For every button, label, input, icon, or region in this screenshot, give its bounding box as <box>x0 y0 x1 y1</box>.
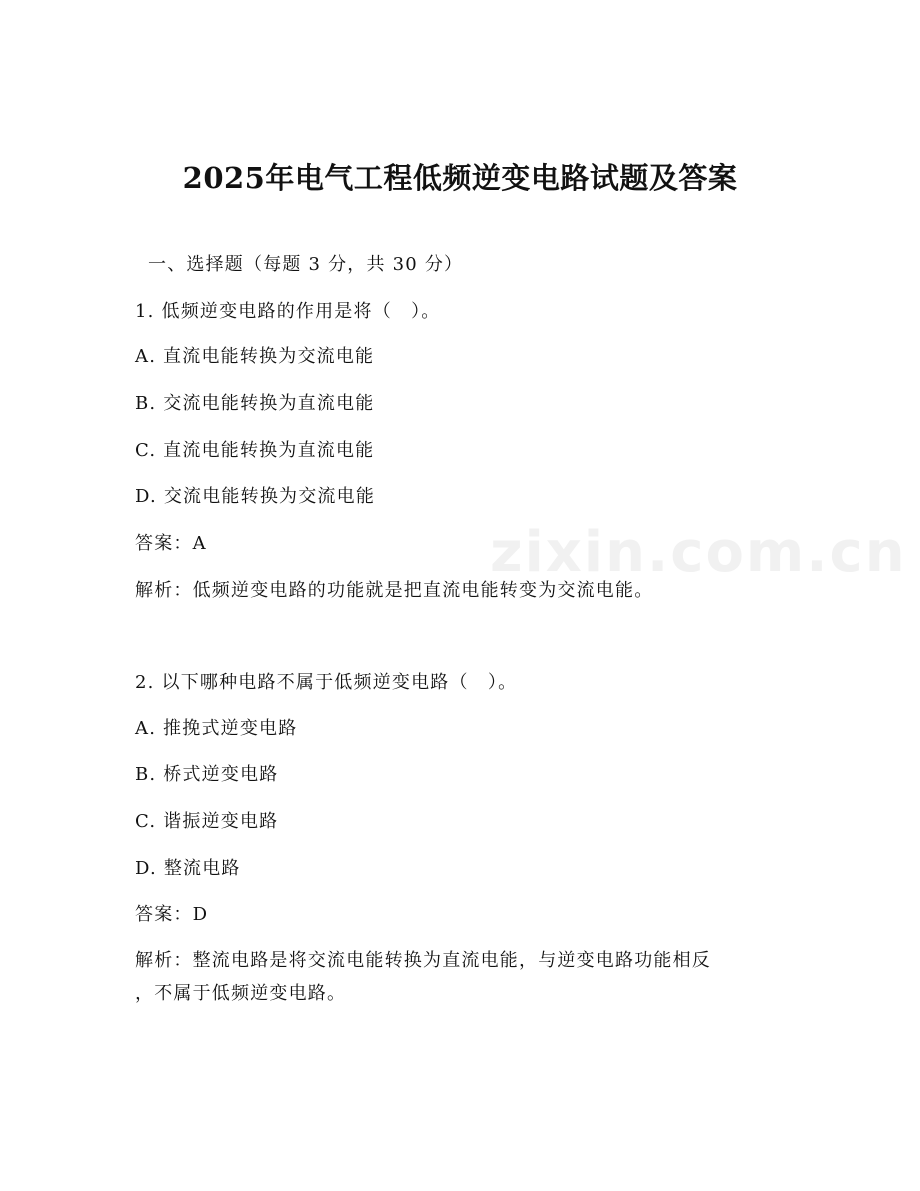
question-2-option-b: B. 桥式逆变电路 <box>135 764 279 785</box>
question-1-option-b: B. 交流电能转换为直流电能 <box>135 393 375 414</box>
question-2-answer: 答案：D <box>135 904 209 925</box>
watermark: zixin.com.cn <box>490 520 907 585</box>
question-2-explanation: 解析：整流电路是将交流电能转换为直流电能，与逆变电路功能相反 <box>135 950 711 971</box>
question-2-option-d: D. 整流电路 <box>135 858 241 879</box>
question-2-option-c: C. 谐振逆变电路 <box>135 811 279 832</box>
question-1-option-c: C. 直流电能转换为直流电能 <box>135 440 375 461</box>
question-2-stem: 2. 以下哪种电路不属于低频逆变电路（ ）。 <box>135 672 518 693</box>
question-1-option-d: D. 交流电能转换为交流电能 <box>135 486 376 507</box>
section-heading: 一、选择题（每题 3 分，共 30 分） <box>148 254 464 275</box>
question-1-option-a: A. 直流电能转换为交流电能 <box>135 346 375 367</box>
question-1-answer: 答案：A <box>135 533 207 554</box>
question-2-explanation-continued: ，不属于低频逆变电路。 <box>135 983 347 1004</box>
question-1-stem: 1. 低频逆变电路的作用是将（ ）。 <box>135 301 441 322</box>
question-1-explanation: 解析：低频逆变电路的功能就是把直流电能转变为交流电能。 <box>135 580 654 601</box>
document-title: 2025年电气工程低频逆变电路试题及答案 <box>182 161 738 195</box>
question-2-option-a: A. 推挽式逆变电路 <box>135 718 298 739</box>
